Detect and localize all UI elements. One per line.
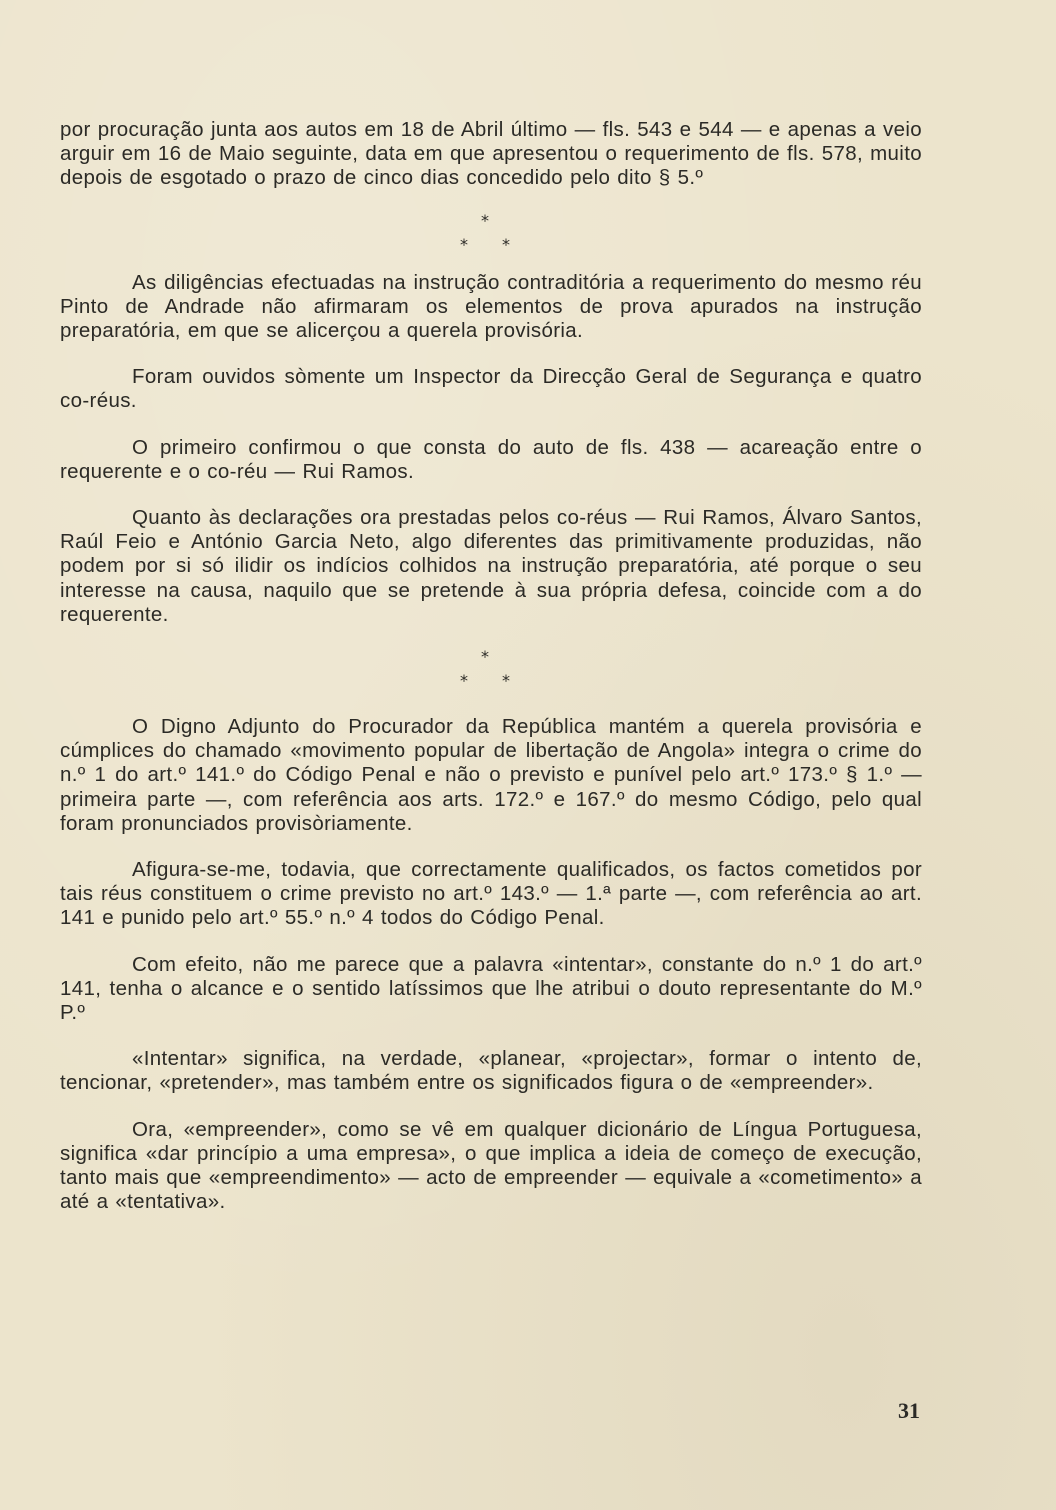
separator-star: *: [481, 647, 490, 667]
separator-star: *: [502, 671, 511, 691]
paragraph-8: Com efeito, não me parece que a palavra «intentar», constante do n.º 1 do art.º 141, tenha o alcance e o sentido latíssimos que lhe atribui o douto representante do M.º P.º: [60, 952, 922, 1025]
paragraph-2: As diligências efectuadas na instrução contraditória a requerimento do mesmo réu Pinto de Andrade não afirmaram os elementos de prova apurados na instrução preparatória, em que se alicerçou a querela provisória.: [60, 270, 922, 343]
paragraph-5: Quanto às declarações ora prestadas pelos co-réus — Rui Ramos, Álvaro Santos, Raúl Feio e António Garcia Neto, algo diferentes das primitivamente produzidas, não podem por si só ilidir os indícios colhidos na instrução preparatória, até porque o seu interesse na causa, naquilo que se pretende à sua própria defesa, coincide com a do requerente.: [60, 506, 922, 626]
paragraph-6: O Digno Adjunto do Procurador da República mantém a querela provisória e cúmplices do chamado «movimento popular de libertação de Angola» integra o crime do n.º 1 do art.º 141.º do Código Penal e não o previsto e punível pelo art.º 173.º § 1.º — primeira parte —, com referência aos arts. 172.º e 167.º do mesmo Código, pelo qual foram pronunciados provisòriamente.: [60, 715, 922, 835]
paragraph-9: «Intentar» significa, na verdade, «planear, «projectar», formar o intento de, tencionar, «pretender», mas também entre os significados figura o de «empreender».: [60, 1047, 922, 1095]
section-separator-2: [60, 627, 922, 699]
paragraph-4: O primeiro confirmou o que consta do auto de fls. 438 — acareação entre o requerente e o co-réu — Rui Ramos.: [60, 435, 922, 483]
body-text: [60, 118, 922, 1215]
paragraph-10: Ora, «empreender», como se vê em qualquer dicionário de Língua Portuguesa, significa «dar princípio a uma empresa», o que implica a ideia de começo de execução, tanto mais que «empreendimento» — acto de empreender — equivale a «cometimento» a até a «tentativa».: [60, 1117, 922, 1214]
paragraph-7: Afigura-se-me, todavia, que correctamente qualificados, os factos cometidos por tais réus constituem o crime previsto no art.º 143.º — 1.ª parte —, com referência ao art. 141 e punido pelo art.º 55.º n.º 4 todos do Código Penal.: [60, 858, 922, 930]
separator-star: *: [502, 234, 511, 254]
page-number: 31: [898, 1398, 920, 1423]
separator-star: *: [460, 671, 469, 691]
separator-star: *: [460, 234, 469, 254]
paragraph-1: por procuração junta aos autos em 18 de Abril último — fls. 543 e 544 — e apenas a veio arguir em 16 de Maio seguinte, data em que apresentou o requerimento de fls. 578, muito depois de esgotado o prazo de cinco dias concedido pelo dito § 5.º: [60, 118, 922, 190]
paragraph-3: Foram ouvidos sòmente um Inspector da Direcção Geral de Segurança e quatro co-réus.: [60, 365, 922, 413]
separator-star: *: [481, 210, 490, 230]
section-separator-1: [60, 191, 922, 263]
